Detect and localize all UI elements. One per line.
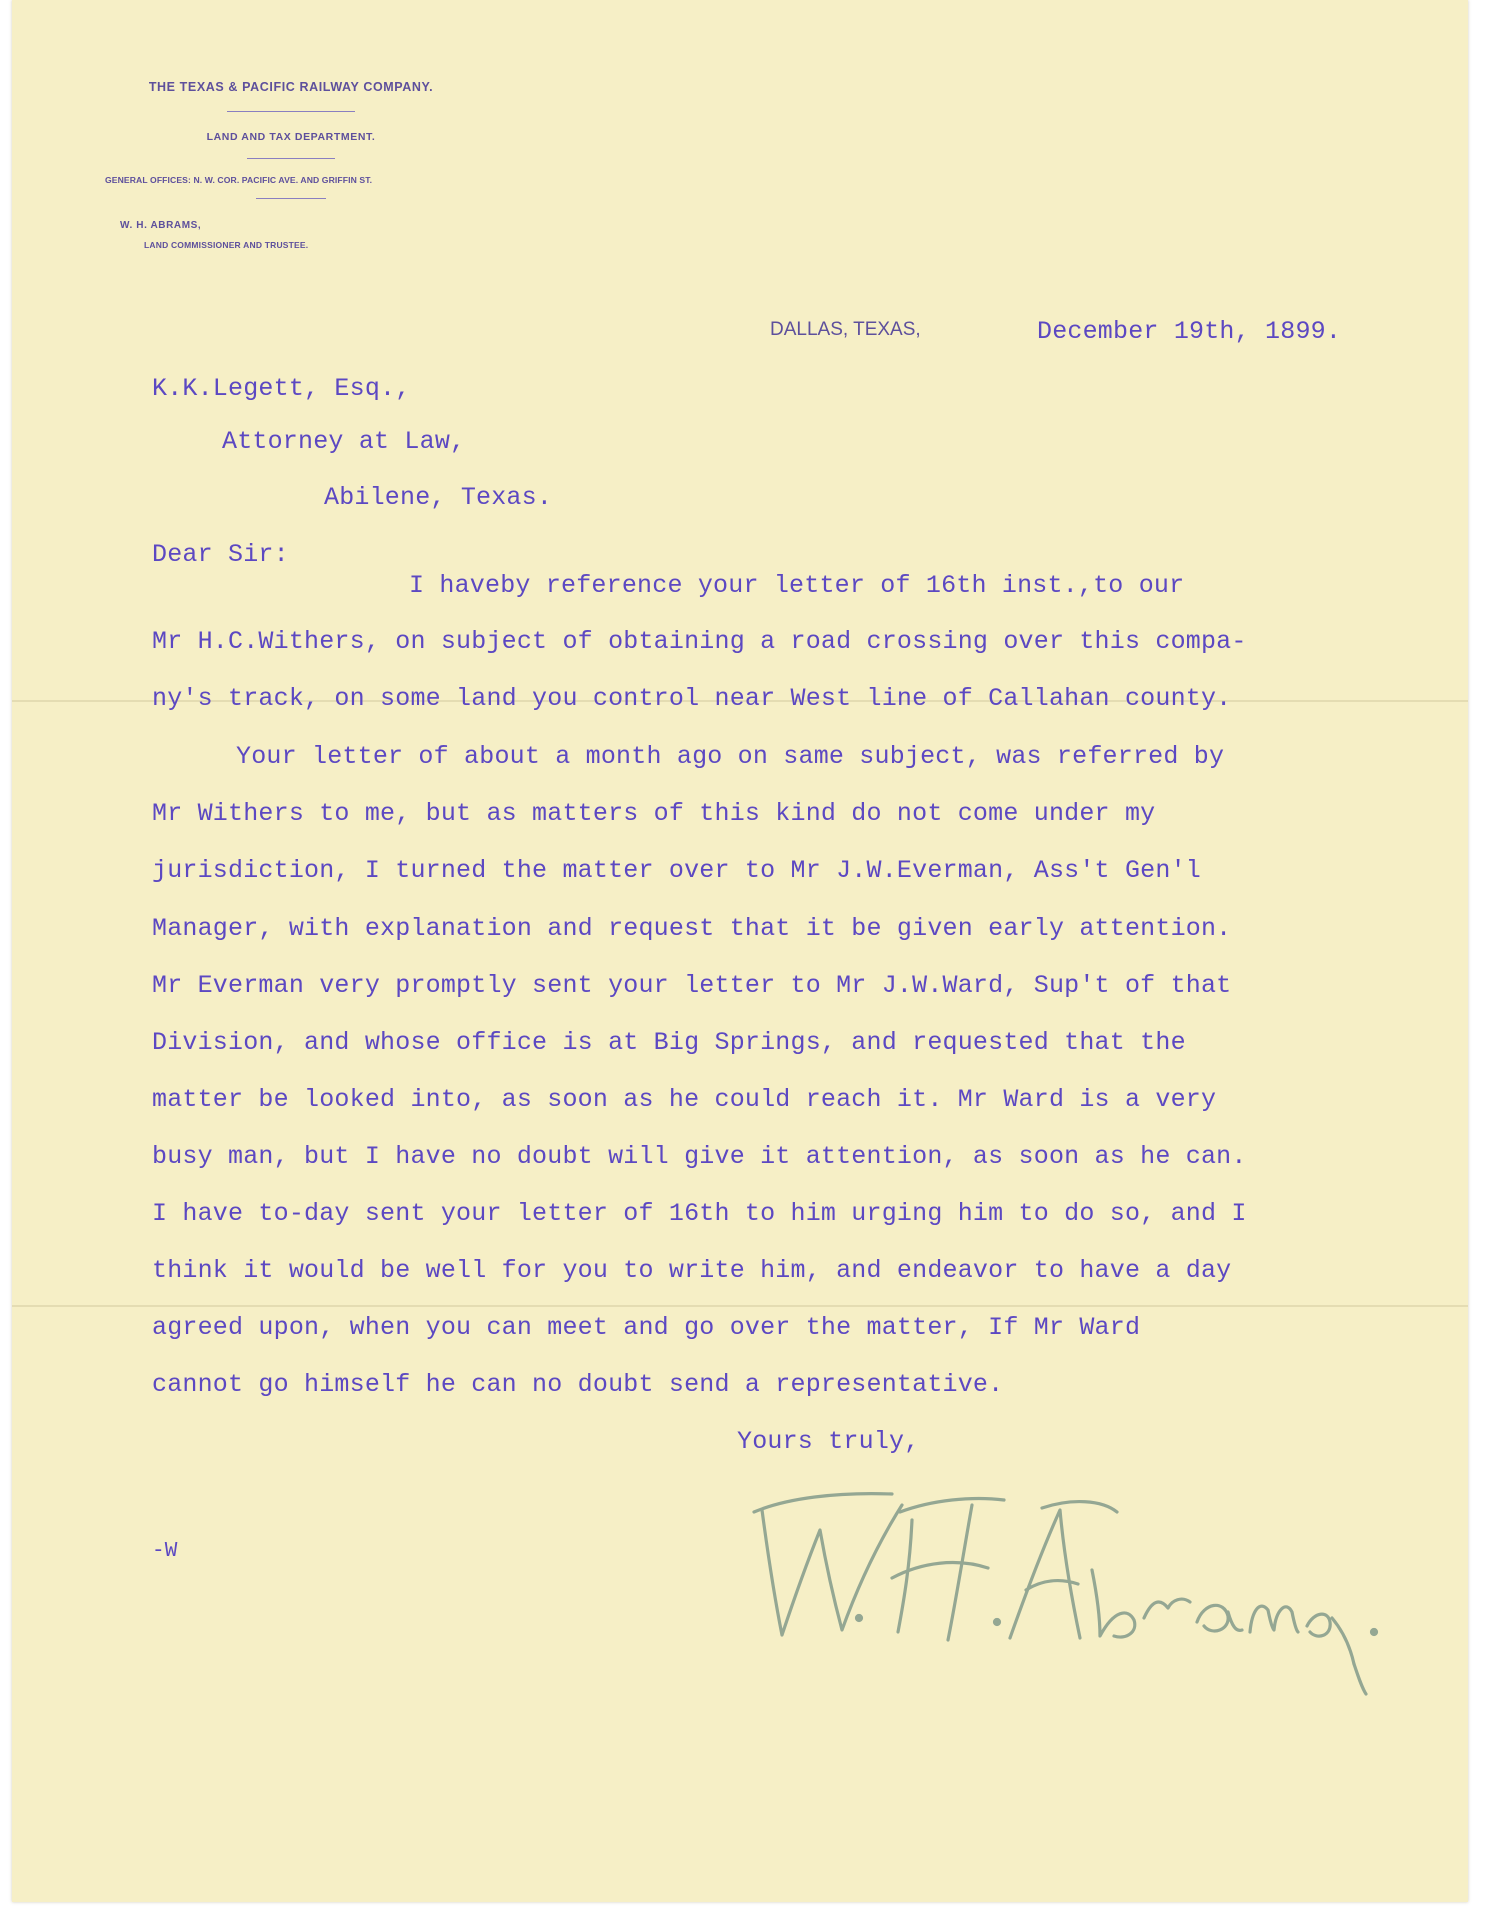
body-line: Manager, with explanation and request that it be given early attention. — [152, 914, 1232, 943]
body-line: I haveby reference your letter of 16th inst.,to our — [409, 571, 1185, 600]
typist-initials: -W — [152, 1540, 178, 1563]
letterhead-divider — [256, 198, 326, 199]
handwritten-signature — [742, 1450, 1382, 1710]
body-line: Division, and whose office is at Big Springs, and requested that the — [152, 1028, 1186, 1057]
letterhead-name: W. H. ABRAMS, — [120, 220, 202, 231]
body-line: Mr H.C.Withers, on subject of obtaining a road crossing over this compa- — [152, 627, 1247, 656]
body-line: ny's track, on some land you control near West line of Callahan county. — [152, 684, 1232, 713]
body-line: busy man, but I have no doubt will give it attention, as soon as he can. — [152, 1142, 1247, 1171]
body-line: matter be looked into, as soon as he could reach it. Mr Ward is a very — [152, 1085, 1217, 1114]
letterhead-divider — [227, 111, 355, 112]
letterhead-company: THE TEXAS & PACIFIC RAILWAY COMPANY. — [148, 80, 434, 94]
body-line: Mr Withers to me, but as matters of this kind do not come under my — [152, 799, 1156, 828]
closing: Yours truly, — [737, 1427, 920, 1456]
body-line: think it would be well for you to write him, and endeavor to have a day — [152, 1256, 1232, 1285]
recipient-title: Attorney at Law, — [222, 427, 466, 456]
body-line: cannot go himself he can no doubt send a representative. — [152, 1370, 1004, 1399]
letterhead-offices: GENERAL OFFICES: N. W. COR. PACIFIC AVE. AND GRIFFIN ST. — [105, 175, 373, 185]
body-line: I have to-day sent your letter of 16th to him urging him to do so, and I — [152, 1199, 1247, 1228]
date-line: December 19th, 1899. — [1037, 317, 1342, 346]
body-line: Mr Everman very promptly sent your letter to Mr J.W.Ward, Sup't of that — [152, 971, 1232, 1000]
letterhead-divider — [247, 158, 335, 159]
letterhead-department: LAND AND TAX DEPARTMENT. — [206, 131, 376, 143]
place-line: DALLAS, TEXAS, — [770, 319, 921, 340]
recipient-city: Abilene, Texas. — [324, 483, 553, 512]
letterhead-title: LAND COMMISSIONER AND TRUSTEE. — [144, 240, 309, 250]
recipient-name: K.K.Legett, Esq., — [152, 374, 411, 403]
fold-crease — [12, 1305, 1468, 1307]
body-line: Your letter of about a month ago on same subject, was referred by — [236, 742, 1225, 771]
letter-sheet — [12, 0, 1468, 1902]
body-line: jurisdiction, I turned the matter over to Mr J.W.Everman, Ass't Gen'l — [152, 856, 1201, 885]
body-line: agreed upon, when you can meet and go over the matter, If Mr Ward — [152, 1313, 1141, 1342]
salutation: Dear Sir: — [152, 540, 289, 569]
